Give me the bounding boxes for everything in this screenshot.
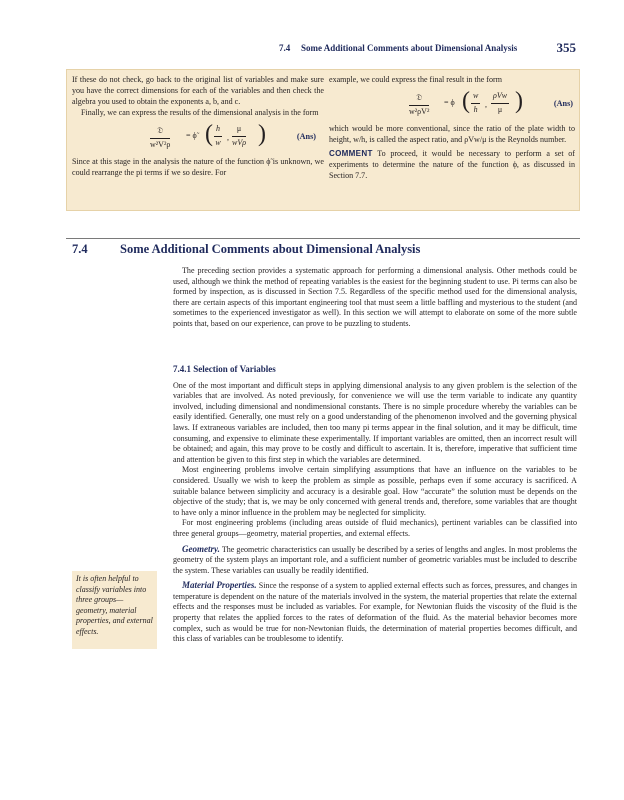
eq-arg-numerator: ρVw <box>491 91 509 104</box>
eq-close-paren: ) <box>258 120 266 147</box>
subsection-title: 7.4.1 Selection of Variables <box>173 364 276 374</box>
eq-fraction <box>150 126 170 151</box>
eq-argument <box>214 124 222 149</box>
margin-note: It is often helpful to classify variables into three groups—geometry, material properties, and external effects. <box>72 571 157 649</box>
header-section-number: 7.4 <box>279 43 291 53</box>
eq-arg-denominator: wVρ <box>232 137 247 147</box>
comment-paragraph <box>329 149 575 182</box>
section-divider <box>66 238 580 239</box>
eq-denominator: w²ρV² <box>409 106 430 116</box>
material-paragraph <box>173 580 577 645</box>
example-right-column <box>329 75 575 181</box>
example-paragraph: Since at this stage in the analysis the nature of the function ϕ̃ is unknown, we could rearrange the pi terms if we so desire. For <box>72 156 324 177</box>
body-paragraph: For most engineering problems (including areas outside of fluid mechanics), pertinent variables can be classified into three general groups—geometry, material properties, and external effects. <box>173 518 577 538</box>
section-title: Some Additional Comments about Dimensional Analysis <box>120 242 421 256</box>
eq-argument <box>232 124 246 149</box>
eq-arg-denominator: w <box>215 137 221 147</box>
example-paragraph: Finally, we can express the results of the dimensional analysis in the form <box>81 107 319 117</box>
eq-arg-denominator: h <box>473 104 478 114</box>
example-paragraph: example, we could express the final result in the form <box>329 75 502 84</box>
example-paragraph: If these do not check, go back to the original list of variables and make sure you have the correct dimensions for each of the variables and then check the algebra you used to obtain the exponents a, b, and c. <box>72 75 324 106</box>
eq-ans-label: (Ans) <box>296 131 316 141</box>
comment-label: COMMENT <box>329 148 373 158</box>
eq-open-paren: ( <box>205 120 213 147</box>
header-title: Some Additional Comments about Dimensional Analysis <box>301 43 518 53</box>
eq-open-paren: ( <box>462 87 470 114</box>
eq-argument <box>471 91 480 116</box>
geometry-text: The geometric characteristics can usually be described by a series of lengths and angles. In most problems the geometry of the system plays an important role, and a sufficient number of geometric variables must be included to describe the system. These variables can usually be readily identified. <box>173 544 577 575</box>
eq-comma: , <box>485 99 487 109</box>
body-paragraph: One of the most important and difficult steps in applying dimensional analysis to any given problem is the selection of the variables that are involved. As noted previously, for convenience we will use the term variable to indicate any quantity involved, including dimensional and nondimensional constants. There is no simple procedure whereby the variables can be easily identified. Generally, one must rely on a good understanding of the phenomenon involved and the governing physical laws. If extraneous variables are included, then too many pi terms appear in the final solution, and it may be difficult, time consuming, and expensive to eliminate these experimentally. If important variables are omitted, then an incorrect result will be obtained; and again, this may prove to be costly and difficult to ascertain. It is, therefore, imperative that sufficient time and attention be given to this first step in which the variables are determined. <box>173 380 577 464</box>
eq-numerator: 𝔇 <box>409 93 429 106</box>
eq-comma: , <box>227 132 229 142</box>
material-text: Since the response of a system to applied external effects such as forces, pressures, and changes in temperature is dependent on the nature of the materials involved in the system, the material properties that relate the external effects and the responses must be included as variables. For example, for Newtonian fluids the viscosity of the fluid is the property that relates the applied forces to the rates of deformation of the fluid. As the material behavior becomes more complex, such as would be true for non-Newtonian fluids, the determination of material properties becomes difficult, and this class of variables can be troublesome to identify. <box>173 581 578 644</box>
eq-function: = ϕ̃ <box>186 130 197 140</box>
geometry-heading: Geometry. <box>182 543 220 554</box>
comment-text: To proceed, it would be necessary to perform a set of experiments to determine the nature of the function ϕ, as discussed in Section 7.7. <box>329 148 575 180</box>
eq-ans-label: (Ans) <box>553 98 573 108</box>
eq-numerator: 𝔇 <box>150 126 170 139</box>
eq-denominator: w²V²ρ <box>150 139 171 149</box>
eq-close-paren: ) <box>515 87 523 114</box>
eq-arg-numerator: w <box>471 91 480 104</box>
example-paragraph: which would be more conventional, since the ratio of the plate width to height, w/h, is called the aspect ratio, and ρVw/μ is the Reynolds number. <box>329 123 575 144</box>
equation-left <box>72 119 324 157</box>
geometry-paragraph <box>173 544 577 577</box>
page-number: 355 <box>556 40 576 55</box>
section-number: 7.4 <box>72 242 88 256</box>
eq-fraction <box>409 93 429 118</box>
eq-arg-numerator: μ <box>232 124 246 137</box>
eq-arg-numerator: h <box>214 124 222 137</box>
section-intro <box>173 266 577 330</box>
subsection-body <box>173 364 577 645</box>
equation-right <box>329 86 575 124</box>
intro-paragraph: The preceding section provides a systematic approach for performing a dimensional analysis. Other methods could be used, although we think the method of repeating variables is the easiest for the beginning student to use. Pi terms can also be formed by inspection, as is discussed in Section 7.5. Regardless of the specific method used for the dimensional analysis, there are certain aspects of this important engineering tool that must seem a little baffling and mysterious to the student (and sometimes to the experienced investigator as well). In this section we will attempt to elaborate on some of the more subtle points that, based on our experience, can prove to be puzzling to students. <box>173 266 577 328</box>
eq-arg-denominator: μ <box>497 104 503 114</box>
material-heading: Material Properties. <box>182 580 257 591</box>
body-paragraph: Most engineering problems involve certain simplifying assumptions that have an influence on the variables to be considered. Usually we wish to keep the problem as simple as possible, perhaps even if some accuracy is sacrificed. A suitable balance between simplicity and accuracy is a desirable goal. How “accurate” the solution must be depends on the objective of the study; that is, we may be only concerned with general trends and, therefore, some variables that are thought to have only a minor influence in the problem may be neglected for simplicity. <box>173 465 577 517</box>
example-left-column <box>72 75 324 178</box>
example-box <box>66 69 580 211</box>
eq-argument <box>491 91 509 116</box>
eq-function: = ϕ <box>444 97 455 107</box>
